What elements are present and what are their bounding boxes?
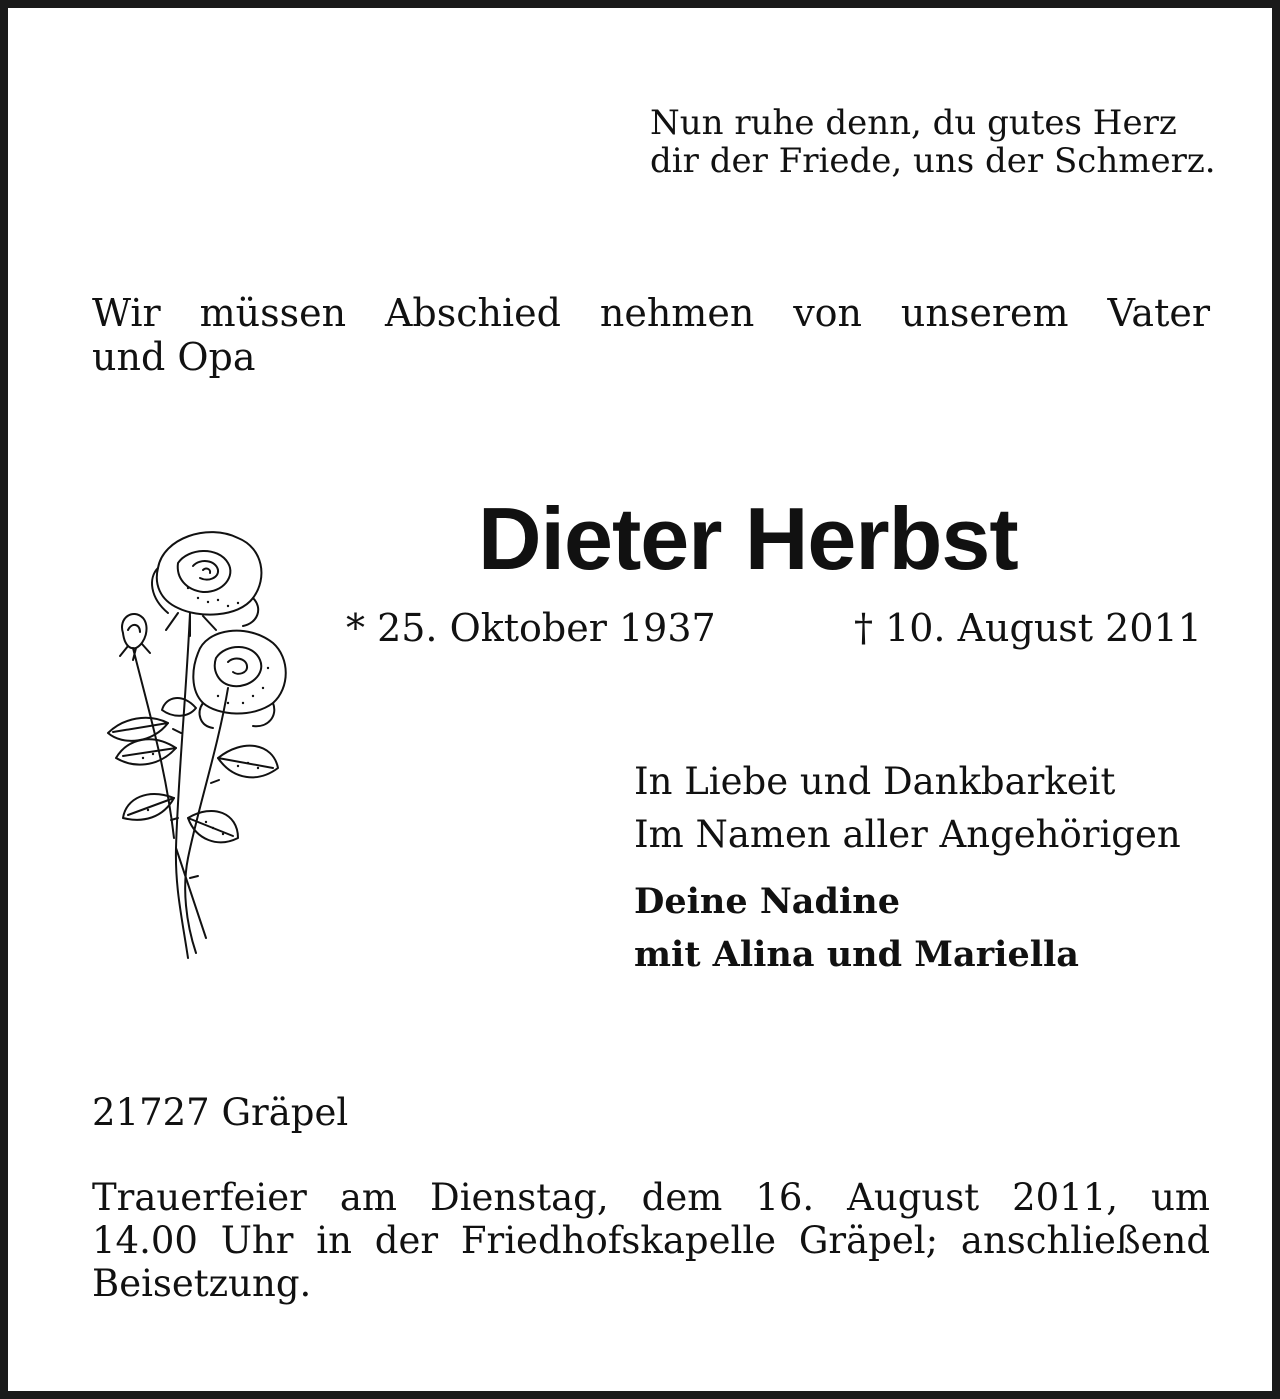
place-of-residence: 21727 Gräpel — [92, 1091, 349, 1134]
motto-line-2: dir der Friede, uns der Schmerz. — [650, 141, 1216, 181]
funeral-line-3: Beisetzung. — [92, 1262, 312, 1305]
signature-line-4: mit Alina und Mariella — [634, 934, 1079, 975]
motto-line-1: Nun ruhe denn, du gutes Herz — [650, 103, 1177, 143]
intro-line-2: und Opa — [92, 335, 256, 379]
intro-text — [92, 291, 1210, 379]
signature-line-1: In Liebe und Dankbarkeit — [634, 760, 1116, 803]
funeral-line-1: Trauerfeier am Dienstag, dem 16. August 2011, um — [92, 1176, 1210, 1219]
funeral-notice — [92, 1176, 1210, 1305]
birth-date: * 25. Oktober 1937 — [346, 606, 716, 650]
rose-illustration-icon — [78, 518, 298, 968]
death-date: † 10. August 2011 — [854, 606, 1202, 650]
signature-line-3: Deine Nadine — [634, 881, 900, 922]
intro-line-1: Wir müssen Abschied nehmen von unserem Vater — [92, 291, 1210, 335]
motto-verse — [650, 104, 1250, 180]
signature-line-2: Im Namen aller Angehörigen — [634, 813, 1181, 856]
funeral-line-2: 14.00 Uhr in der Friedhofskapelle Gräpel; anschließend — [92, 1219, 1210, 1262]
deceased-name: Dieter Herbst — [478, 489, 1018, 588]
